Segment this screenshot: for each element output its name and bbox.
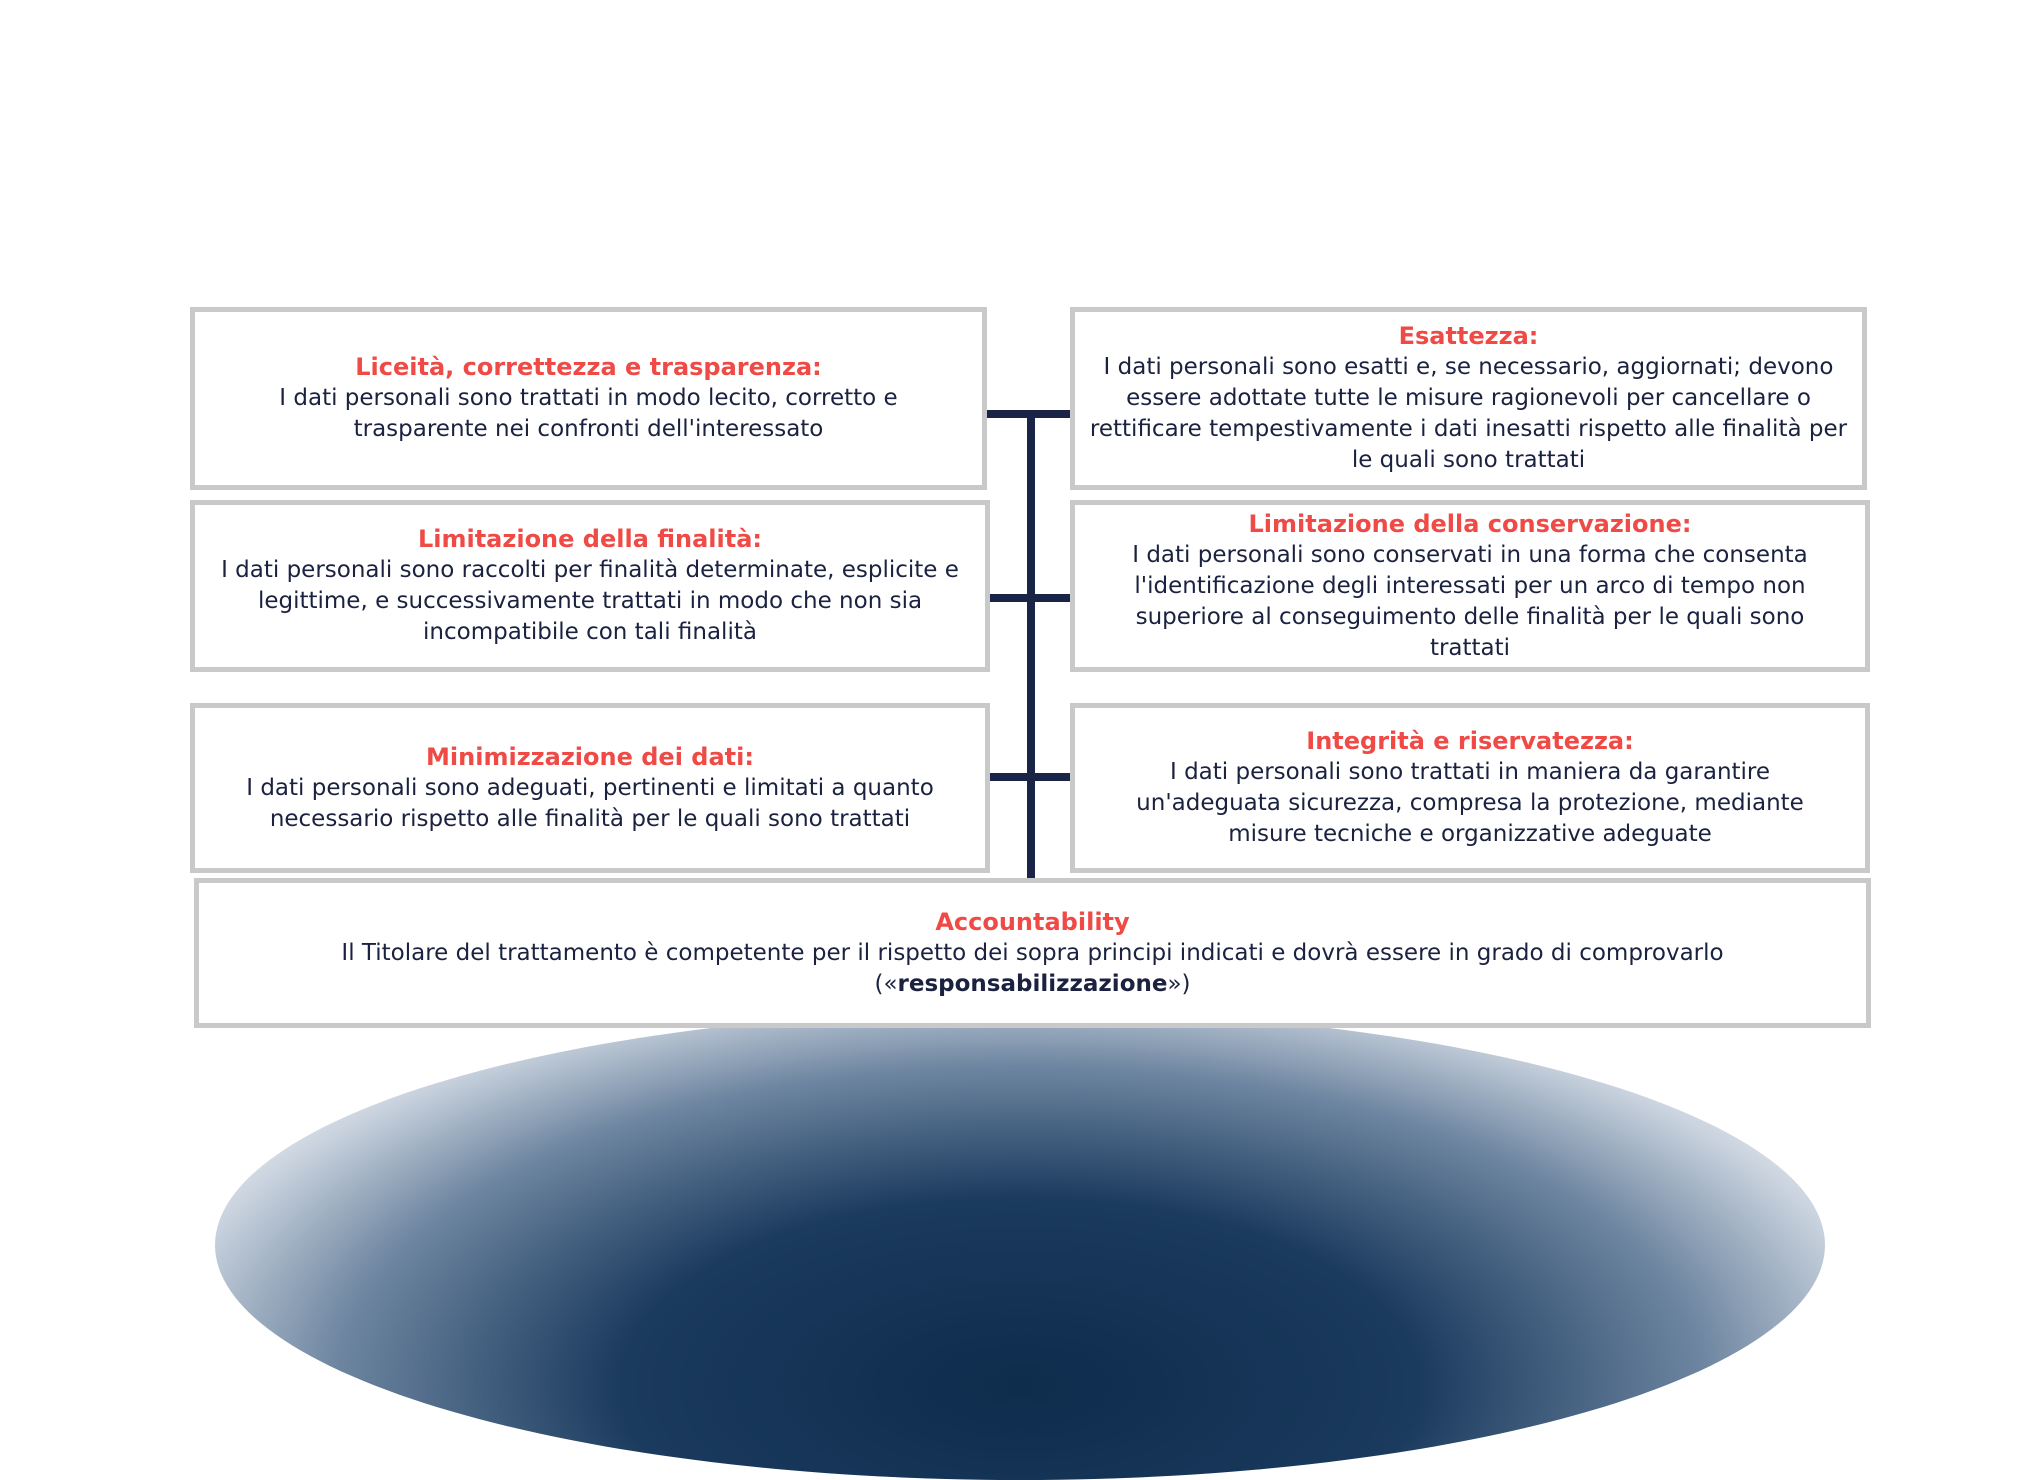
principle-box-minimizzazione [190,703,990,873]
connector-branch-3 [986,773,1070,781]
principle-box-integrita [1070,703,1870,873]
principle-box-esattezza [1070,307,1867,490]
principle-text: I dati personali sono raccolti per finalità determinate, esplicite e legittime, e successivamente trattati in modo che non sia incompatibile con tali finalità [221,557,959,645]
connector-branch-2 [986,594,1070,602]
principle-text: I dati personali sono trattati in modo lecito, corretto e trasparente nei confronti dell'interessato [279,385,898,442]
principle-box-limitazione-conservazione [1070,500,1870,672]
accountability-title: Accountability [935,907,1130,936]
principle-title: Minimizzazione dei dati: [426,742,754,771]
accountability-keyword: responsabilizzazione [897,970,1168,997]
principle-title: Liceità, correttezza e trasparenza: [355,353,822,381]
principle-title: Integrità e riservatezza: [1306,727,1634,755]
accountability-text-main: Il Titolare del trattamento è competente per il rispetto dei sopra principi indicati e dovrà essere in grado di comprovarlo [341,939,1724,966]
principle-text: I dati personali sono adeguati, pertinenti e limitati a quanto necessario rispetto alle finalità per le quali sono trattati [246,774,934,832]
principle-title: Esattezza: [1398,322,1539,350]
principle-box-liceita [190,307,987,490]
accountability-open: (« [874,970,898,997]
accountability-close: ») [1167,970,1191,997]
principle-title: Limitazione della conservazione: [1248,509,1692,538]
connector-vertical [1027,412,1035,878]
background-glow [215,1010,1825,1480]
principle-title: Limitazione della finalità: [417,525,763,553]
principle-text: I dati personali sono trattati in maniera da garantire un'adeguata sicurezza, compresa la protezione, mediante misure tecniche e organizzative adeguate [1136,759,1804,847]
principle-text: I dati personali sono conservati in una forma che consenta l'identificazione degli interessati per un arco di tempo non superiore al conseguimento delle finalità per le quali sono trattati [1132,541,1808,661]
accountability-text [273,938,1793,1000]
accountability-box [194,878,1871,1028]
connector-branch-1 [986,410,1070,418]
principle-box-limitazione-finalita [190,500,990,672]
principle-text: I dati personali sono esatti e, se necessario, aggiornati; devono essere adottate tutte le misure ragionevoli per cancellare o rettificare tempestivamente i dati inesatti rispetto alle finalità per le quali sono trattati [1089,354,1848,473]
